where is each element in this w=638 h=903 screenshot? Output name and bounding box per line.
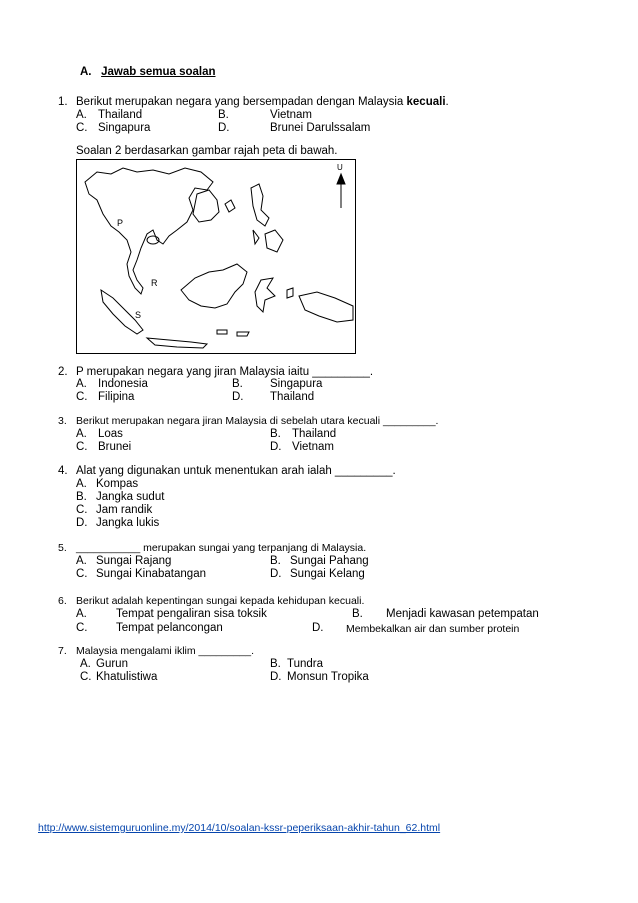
option-7d-text: Monsun Tropika [287, 671, 369, 683]
map-label-s: S [135, 310, 142, 320]
option-7a[interactable]: A. [80, 658, 91, 670]
option-2c[interactable]: C. [76, 391, 88, 403]
option-1a[interactable]: A. [76, 109, 87, 121]
option-4a-text: Kompas [96, 478, 139, 490]
option-4c[interactable]: C. [76, 504, 88, 516]
option-5c-text: Sungai Kinabatangan [96, 568, 206, 580]
question-text: Berikut adalah kepentingan sungai kepada kehidupan kecuali. [76, 595, 365, 607]
option-3a-text: Loas [98, 428, 123, 440]
option-5d-text: Sungai Kelang [290, 568, 365, 580]
option-2d-text: Thailand [270, 391, 315, 403]
question-text: Berikut merupakan negara jiran Malaysia di sebelah utara kecuali _________. [76, 415, 439, 427]
option-2b[interactable]: B. [232, 378, 243, 390]
section-title: Jawab semua soalan [101, 66, 216, 78]
option-3b[interactable]: B. [270, 428, 281, 440]
option-5a[interactable]: A. [76, 555, 87, 567]
option-6d[interactable]: D. [312, 622, 324, 634]
map-label-p: P [117, 218, 124, 228]
question-number: 7. [58, 645, 67, 657]
option-5d[interactable]: D. [270, 568, 282, 580]
option-2a-text: Indonesia [98, 378, 148, 390]
option-7c-text: Khatulistiwa [96, 671, 158, 683]
option-1c[interactable]: C. [76, 122, 88, 134]
question-number: 1. [58, 96, 68, 108]
southeast-asia-map [76, 159, 356, 354]
option-6a-text: Tempat pengaliran sisa toksik [116, 608, 267, 620]
option-3d[interactable]: D. [270, 441, 282, 453]
option-1d[interactable]: D. [218, 122, 230, 134]
option-6b[interactable]: B. [352, 608, 363, 620]
option-4d[interactable]: D. [76, 517, 88, 529]
option-2b-text: Singapura [270, 378, 323, 390]
option-4b[interactable]: B. [76, 491, 87, 503]
section-heading [80, 66, 216, 78]
question-number: 4. [58, 465, 68, 477]
question-number: 2. [58, 366, 68, 378]
option-7d[interactable]: D. [270, 671, 282, 683]
question-text: ___________ merupakan sungai yang terpanjang di Malaysia. [76, 542, 367, 554]
option-4d-text: Jangka lukis [96, 517, 160, 529]
map-drawing [77, 160, 356, 354]
map-caption: Soalan 2 berdasarkan gambar rajah peta di bawah. [76, 145, 338, 157]
question-text: Berikut merupakan negara yang bersempadan dengan Malaysia kecuali. [76, 96, 449, 108]
question-number: 6. [58, 595, 67, 607]
option-1b[interactable]: B. [218, 109, 229, 121]
question-text: Malaysia mengalami iklim _________. [76, 645, 255, 657]
question-number: 3. [58, 415, 67, 427]
option-1b-text: Vietnam [270, 109, 312, 121]
option-3d-text: Vietnam [292, 441, 334, 453]
option-7c[interactable]: C. [80, 671, 92, 683]
option-7a-text: Gurun [96, 658, 128, 670]
option-3c[interactable]: C. [76, 441, 88, 453]
option-2d[interactable]: D. [232, 391, 244, 403]
option-7b[interactable]: B. [270, 658, 281, 670]
emphasis-word: kecuali [406, 96, 446, 108]
option-4c-text: Jam randik [96, 504, 153, 516]
option-5a-text: Sungai Rajang [96, 555, 172, 567]
option-3c-text: Brunei [98, 441, 132, 453]
option-6c[interactable]: C. [76, 622, 88, 634]
section-letter: A. [80, 66, 92, 78]
option-1c-text: Singapura [98, 122, 151, 134]
option-6d-text: Membekalkan air dan sumber protein [346, 623, 520, 635]
option-6b-text: Menjadi kawasan petempatan [386, 608, 539, 620]
map-label-r: R [151, 278, 158, 288]
option-6c-text: Tempat pelancongan [116, 622, 223, 634]
option-4b-text: Jangka sudut [96, 491, 165, 503]
option-1a-text: Thailand [98, 109, 143, 121]
option-2a[interactable]: A. [76, 378, 87, 390]
question-text: Alat yang digunakan untuk menentukan arah ialah _________. [76, 465, 396, 477]
north-arrow-label: U [337, 163, 343, 172]
option-4a[interactable]: A. [76, 478, 87, 490]
option-5b-text: Sungai Pahang [290, 555, 369, 567]
question-number: 5. [58, 542, 67, 554]
option-3a[interactable]: A. [76, 428, 87, 440]
option-3b-text: Thailand [292, 428, 337, 440]
option-2c-text: Filipina [98, 391, 135, 403]
option-1d-text: Brunei Darulssalam [270, 122, 371, 134]
option-5c[interactable]: C. [76, 568, 88, 580]
option-6a[interactable]: A. [76, 608, 87, 620]
option-5b[interactable]: B. [270, 555, 281, 567]
option-7b-text: Tundra [287, 658, 324, 670]
question-text: P merupakan negara yang jiran Malaysia iaitu _________. [76, 366, 374, 378]
footer-source-link[interactable]: http://www.sistemguruonline.my/2014/10/soalan-kssr-peperiksaan-akhir-tahun_62.html [38, 822, 441, 834]
